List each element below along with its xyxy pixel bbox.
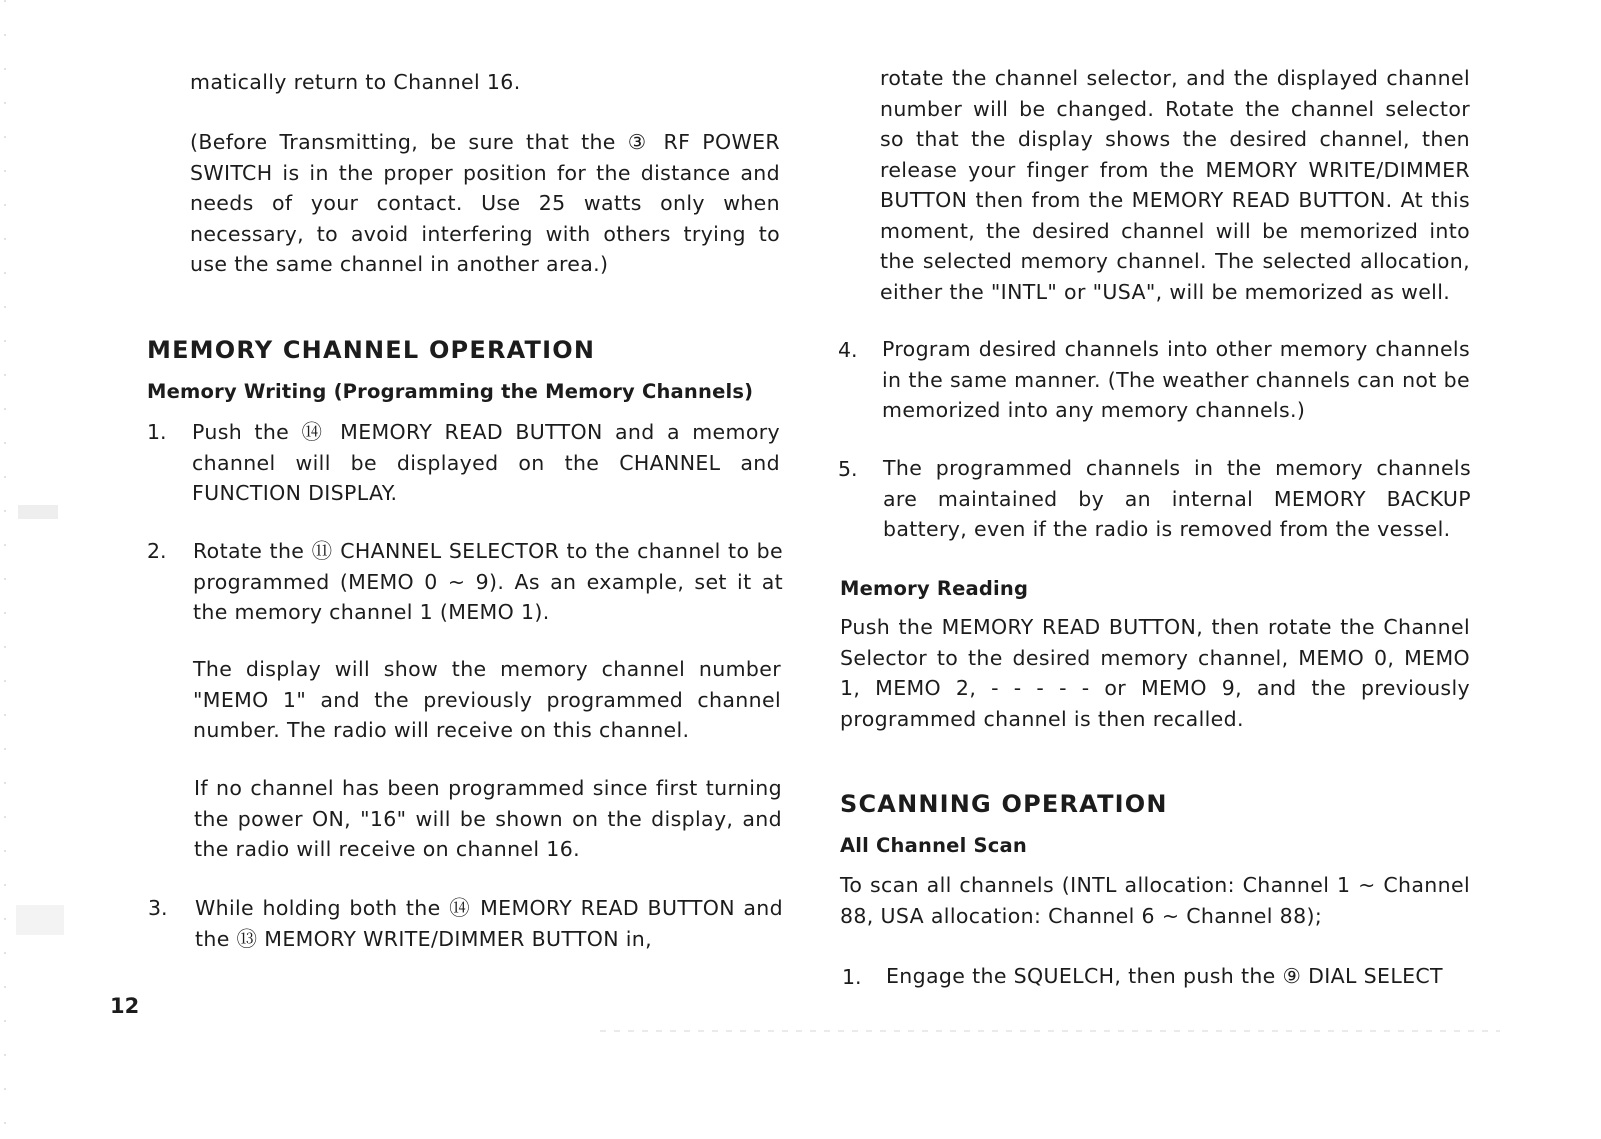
step-2-number: 2.	[147, 539, 167, 563]
step-2-text: Rotate the ⑪ CHANNEL SELECTOR to the channel to be programmed (MEMO 0 ~ 9). As an example, set it at the memory channel 1 (MEMO 1).	[193, 539, 783, 624]
step-1-text: Push the ⑭ MEMORY READ BUTTON and a memory channel will be displayed on the CHANNEL and FUNCTION DISPLAY.	[192, 420, 780, 505]
scan-speck	[16, 905, 64, 935]
step-2-default-note: If no channel has been programmed since first turning the power ON, "16" will be shown on the display, and the radio will receive on channel 16.	[194, 776, 782, 861]
intro-line: matically return to Channel 16.	[190, 70, 521, 94]
page-number: 12	[110, 994, 140, 1018]
scan-bottom-noise	[600, 1030, 1500, 1032]
scan-speck	[18, 505, 58, 519]
step-2-display-note: The display will show the memory channel number "MEMO 1" and the previously programmed channel number. The radio will receive on this channel.	[193, 657, 781, 742]
all-channel-scan-subheading: All Channel Scan	[840, 834, 1027, 857]
scanning-operation-heading: SCANNING OPERATION	[840, 790, 1168, 818]
step-4-number: 4.	[838, 338, 858, 362]
scan-step-1-text: Engage the SQUELCH, then push the ⑨ DIAL SELECT	[886, 964, 1443, 988]
step-3-number: 3.	[148, 896, 168, 920]
memory-reading-text: Push the MEMORY READ BUTTON, then rotate the Channel Selector to the desired memory channel, MEMO 0, MEMO 1, MEMO 2, - - - - - or MEMO 9, and the previously programmed channel is then recalled.	[840, 615, 1470, 731]
memory-reading-subheading: Memory Reading	[840, 577, 1029, 600]
memory-writing-subheading: Memory Writing (Programming the Memory Channels)	[147, 380, 754, 403]
step-3-continued: rotate the channel selector, and the displayed channel number will be changed. Rotate the channel selector so that the display shows the desired channel, then release your finger from the MEMORY WRITE/DIMMER BUTTON then from the MEMORY READ BUTTON. At this moment, the desired channel will be memorized into the selected memory channel. The selected allocation, either the "INTL" or "USA", will be memorized as well.	[880, 66, 1470, 304]
step-3-text: While holding both the ⑭ MEMORY READ BUTTON and the ⑬ MEMORY WRITE/DIMMER BUTTON in,	[195, 896, 783, 951]
scan-step-1-number: 1.	[842, 965, 862, 989]
step-1-number: 1.	[147, 420, 167, 444]
rf-power-note: (Before Transmitting, be sure that the ③ RF POWER SWITCH is in the proper position for the distance and needs of your contact. Use 25 watts only when necessary, to avoid interfering with others trying to use the same channel in another area.)	[190, 130, 780, 276]
scan-edge-marks	[4, 0, 6, 1139]
step-5-number: 5.	[838, 457, 858, 481]
step-4-text: Program desired channels into other memory channels in the same manner. (The weather channels can not be memorized into any memory channels.)	[882, 337, 1470, 422]
scan-intro-text: To scan all channels (INTL allocation: Channel 1 ~ Channel 88, USA allocation: Channel 6 ~ Channel 88);	[840, 873, 1470, 928]
step-5-text: The programmed channels in the memory channels are maintained by an internal MEMORY BACKUP battery, even if the radio is removed from the vessel.	[883, 456, 1471, 541]
memory-channel-operation-heading: MEMORY CHANNEL OPERATION	[147, 336, 596, 364]
